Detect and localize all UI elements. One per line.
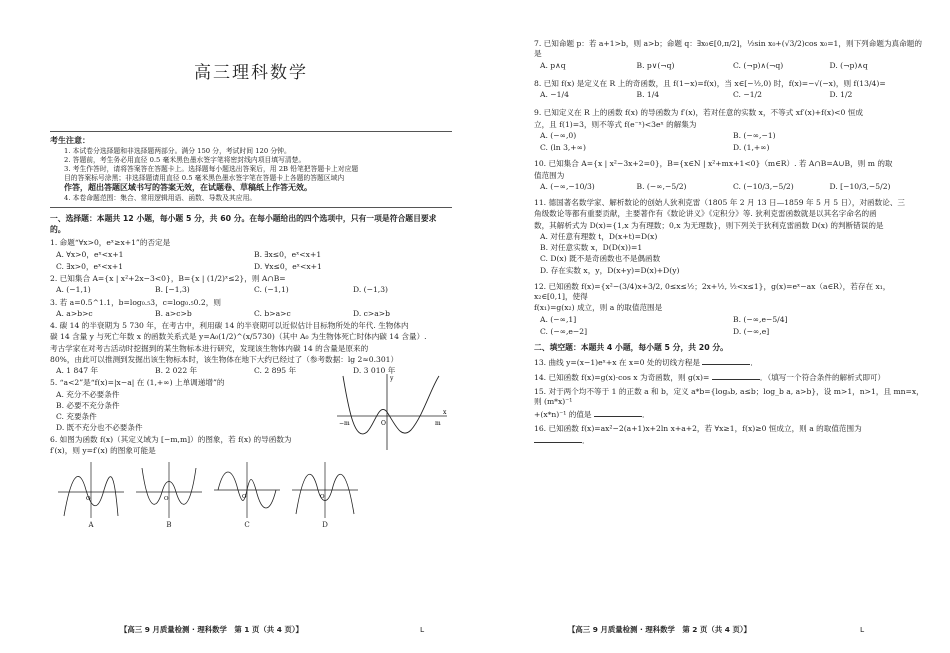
option: B. (−∞,−1): [733, 130, 776, 140]
option: B. p∨(¬q): [636, 60, 675, 70]
answer-graphs: [58, 460, 358, 530]
option: B. ∃x≤0，eˣ<x+1: [254, 249, 322, 259]
graph-option-b: [136, 460, 202, 530]
option: C. D(x) 既不是奇函数也不是偶函数: [540, 254, 661, 264]
footer-text: 【高三 9 月质量检测 · 理科数学 第 2 页（共 4 页）】: [568, 625, 751, 635]
exam-title: 高三理科数学: [194, 63, 308, 83]
options-7: [540, 61, 926, 71]
question-3: 3. 若 a=0.5^1.1，b=log₀.₅3，c=log₀.₅0.2，则: [50, 297, 221, 307]
option: B. [−1,3): [155, 285, 190, 295]
graph-option-c: [214, 460, 280, 530]
option: A. a>b>c: [56, 308, 93, 318]
question-4: 4. 碳 14 的半衰期为 5 730 年，在考古中，利用碳 14 的半衰期可以近似估计目标物所处的年代. 生物体内: [50, 321, 409, 331]
svg-text:O: O: [86, 496, 91, 503]
graph-d: [292, 460, 358, 520]
question-2: 2. 已知集合 A={x | x²+2x−3<0}，B={x | (1/2)ˣ≤2}，则 A∩B=: [50, 274, 286, 284]
graph-a: [58, 460, 124, 520]
option: D. (1,+∞): [733, 143, 770, 152]
option: A. −1/4: [540, 90, 569, 99]
option: C. −1/2: [733, 90, 762, 99]
answer-blank: [712, 372, 760, 380]
question-15: 15. 对于两个均不等于 1 的正数 a 和 b，定义 a*b={logₐb, a≤b；log_b a, a>b}，设 m>1，n>1，且 mn=x，则 (m*x)⁻¹: [534, 387, 924, 407]
option: A. 1 847 年: [56, 366, 99, 376]
notice-item: 4. 本卷命题范围：集合、常用逻辑用语、函数、导数及其应用。: [64, 194, 257, 203]
option: D. (¬p)∧q: [829, 60, 868, 70]
question-11: 11. 德国著名数学家、解析数论的创始人狄利克雷（1805 年 2 月 13 日—1859 年 5 月 5 日），对函数论、三: [534, 198, 906, 207]
answer-blank: [594, 409, 642, 417]
answer-blank: [702, 357, 750, 365]
notice-item: 2. 答题前，考生务必用直径 0.5 毫米黑色墨水签字笔将密封线内项目填写清楚。: [64, 155, 306, 164]
graph-option-d: [292, 460, 358, 530]
option: D. 3 010 年: [353, 366, 396, 376]
question-15-cont: +(x*n)⁻¹ 的值是 ．: [534, 409, 650, 419]
question-12-cont: f(x₁)=g(x₂) 成立，则 a 的取值范围是: [534, 303, 663, 313]
question-7: 7. 已知命题 p：若 a+1>b，则 a>b；命题 q：∃x₀∈[0,π/2]，½sin x₀+(√3/2)cos x₀=1，则下列命题为真命题的是: [534, 39, 922, 59]
notice-title: 考生注意：: [50, 135, 90, 145]
svg-text:y: y: [390, 375, 394, 383]
section-heading: 一、选择题：本题共 12 小题，每小题 5 分，共 60 分。在每小题给出的四个选项中，只有一项是符合题目要求的。: [50, 214, 437, 234]
options-12b: [540, 327, 926, 337]
option: A. 充分不必要条件: [56, 389, 120, 399]
notice-block: [50, 136, 452, 203]
options-9: [540, 131, 926, 141]
option: A. p∧q: [540, 60, 566, 70]
question-11-cont: 数，其解析式为 D(x)={1,x 为有理数；0,x 为无理数}，则下列关于狄利克雷函数 D(x) 的判断错误的是: [534, 220, 884, 230]
option: B. 2 022 年: [155, 366, 198, 376]
option: B. 必要不充分条件: [56, 400, 120, 410]
option: D. 既不充分也不必要条件: [56, 423, 143, 433]
question-9: 9. 已知定义在 R 上的函数 f(x) 的导函数为 f′(x)，若对任意的实数 x，不等式 xf′(x)+f(x)<0 恒成: [534, 108, 863, 118]
option: D. (−1,3): [353, 285, 389, 295]
question-text: +(x*n)⁻¹ 的值是: [534, 409, 592, 419]
question-1: 1. 命题“∀x>0，eˣ≥x+1”的否定是: [50, 238, 171, 248]
section-heading: 二、填空题：本题共 4 小题，每小题 5 分，共 20 分。: [534, 343, 728, 352]
question-14: [534, 372, 926, 383]
question-10-cont: 值范围为: [534, 170, 565, 180]
option: D. (−∞,e]: [733, 326, 770, 336]
option: C. (ln 3,+∞): [540, 143, 586, 152]
option: C. (¬p)∧(¬q): [733, 60, 784, 70]
page-2: [478, 0, 950, 653]
graph-option-a: [58, 460, 124, 530]
page-1: [0, 0, 470, 653]
graph-c: [214, 460, 280, 520]
option: B. (−∞,−5/2): [636, 181, 687, 191]
question-6: 6. 如图为函数 f(x)（其定义域为 [−m,m]）的图象，若 f(x) 的导函数为: [50, 434, 292, 444]
option: D. [−10/3,−5/2): [829, 181, 891, 191]
option: D. 存在实数 x，y，D(x+y)=D(x)+D(y): [540, 265, 680, 275]
question-5: 5. “a<2”是“f(x)=|x−a| 在 (1,+∞) 上单调递增”的: [50, 378, 225, 388]
option: C. (−10/3,−5/2): [733, 181, 794, 191]
question-4-cont: 80%，由此可以推测到发掘出该生物标本时，该生物体在地下大约已经过了（参考数据：lg 2≈0.301）: [50, 354, 399, 364]
question-4-cont: 考古学家在对考古活动时挖掘到的某生物标本进行研究，发现该生物体内碳 14 的含量是原来的: [50, 343, 369, 353]
divider: [50, 131, 452, 132]
graph-label: B: [166, 521, 172, 530]
option: A. 对任意有理数 t，D(x+t)=D(x): [540, 231, 658, 241]
notice-item: 1. 本试卷分选择题和非选择题两部分。满分 150 分，考试时间 120 分钟。: [64, 146, 291, 155]
question-9-cont: 立，且 f(1)=3，则不等式 f(e⁻ˣ)<3eˣ 的解集为: [534, 119, 697, 129]
options-10: [540, 182, 926, 192]
options-2: [56, 285, 452, 295]
question-text: 13. 曲线 y=(x−1)eˣ+x 在 x=0 处的切线方程是: [534, 357, 700, 367]
question-6-cont: f′(x)，则 y=f′(x) 的图象可能是: [50, 445, 156, 455]
option: D. ∀x≤0，eˣ<x+1: [254, 261, 322, 271]
option: D. c>a>b: [353, 308, 391, 318]
option: C. 2 895 年: [254, 366, 297, 376]
footer-mark: L: [420, 625, 425, 635]
options-1: [56, 250, 452, 260]
graph-label: A: [88, 521, 94, 530]
svg-text:O: O: [164, 496, 169, 503]
answer-blank: [534, 435, 582, 443]
options-8: [540, 90, 926, 100]
question-12: 12. 已知函数 f(x)={x²−(3/4)x+3/2, 0≤x≤½；2x+½, ½<x≤1}，g(x)=eˣ−ax（a∈R），若存在 x₁，x₂∈[0,1]，使得: [534, 281, 891, 301]
divider: [50, 207, 452, 208]
svg-text:x: x: [443, 409, 447, 417]
option: C. 充要条件: [56, 412, 97, 422]
question-10: 10. 已知集合 A={x | x²−3x+2=0}，B={x∈N | x²+mx+1<0}（m∈R）. 若 A∩B=A∪B，则 m 的取: [534, 159, 893, 169]
function-graph-figure: [335, 372, 450, 452]
question-11-cont: 角级数论等都有重要贡献，主要著作有《数论讲义》《定积分》等. 狄利克雷函数就是以其名字命名的函: [534, 209, 877, 219]
notice-item: 作答，超出答题区域书写的答案无效，在试题卷、草稿纸上作答无效。: [64, 183, 312, 193]
question-16: 16. 已知函数 f(x)=ax²−2(a+1)x+2ln x+a+2，若 ∀x≥1，f(x)≥0 恒成立，则 a 的取值范围为: [534, 423, 862, 433]
question-13: 13. 曲线 y=(x−1)eˣ+x 在 x=0 处的切线方程是 ．: [534, 357, 758, 367]
footer-mark: L: [860, 625, 865, 635]
option: B. a>c>b: [155, 308, 192, 318]
svg-text:−m: −m: [339, 420, 350, 428]
option: B. (−∞,e−5/4]: [733, 314, 788, 324]
option: C. (−∞,e−2]: [540, 326, 588, 336]
option: D. 1/2: [829, 90, 853, 99]
svg-text:O: O: [320, 494, 325, 501]
footer-text: 【高三 9 月质量检测 · 理科数学 第 1 页（共 4 页）】: [120, 625, 303, 635]
page-footer: [568, 625, 865, 635]
options-1b: [56, 262, 452, 272]
page-footer: [120, 625, 425, 635]
question-text: 14. 已知函数 f(x)=g(x)·cos x 为奇函数，则 g(x)=: [534, 372, 710, 382]
option: A. (−∞,1]: [540, 314, 577, 324]
option: B. 1/4: [636, 90, 660, 99]
question-5-6-block: [50, 375, 452, 456]
option: A. (−1,1): [56, 285, 91, 295]
question-16-cont: ．: [534, 435, 926, 446]
graph-label: C: [244, 521, 250, 530]
option: B. 对任意实数 x，D(D(x))=1: [540, 243, 643, 252]
option: A. ∀x>0，eˣ<x+1: [56, 249, 124, 259]
svg-text:m: m: [435, 420, 441, 428]
option: A. (−∞,−10/3): [540, 181, 595, 191]
option: C. (−1,1): [254, 285, 289, 295]
graph-b: [136, 460, 202, 520]
notice-item: 3. 考生作答时，请将答案答在答题卡上。选择题每小题选出答案后，用 2B 铅笔把答题卡上对应题: [64, 165, 359, 174]
option: A. (−∞,0): [540, 130, 577, 140]
options-12: [540, 315, 926, 325]
svg-text:O: O: [242, 494, 247, 501]
question-text: ．（填写一个符合条件的解析式即可）: [759, 372, 886, 382]
notice-item: 目的答案标号涂黑；非选择题请用直径 0.5 毫米黑色墨水签字笔在答题卡上各题的答题区域内: [64, 174, 345, 183]
svg-text:O: O: [381, 420, 386, 428]
graph-label: D: [322, 521, 328, 530]
options-3: [56, 309, 452, 319]
question-4-cont: 碳 14 含量 y 与死亡年数 x 的函数关系式是 y=A₀(1/2)^(x/5730)（其中 A₀ 为生物体死亡时体内碳 14 含量）.: [50, 332, 427, 342]
option: C. b>a>c: [254, 308, 291, 318]
options-9b: [540, 143, 926, 153]
option: C. ∃x>0，eˣ<x+1: [56, 261, 124, 271]
question-8: 8. 已知 f(x) 是定义在 R 上的奇函数，且 f(1−x)=f(x)，当 x∈[−½,0) 时，f(x)=−√(−x)，则 f(13/4)=: [534, 78, 886, 88]
